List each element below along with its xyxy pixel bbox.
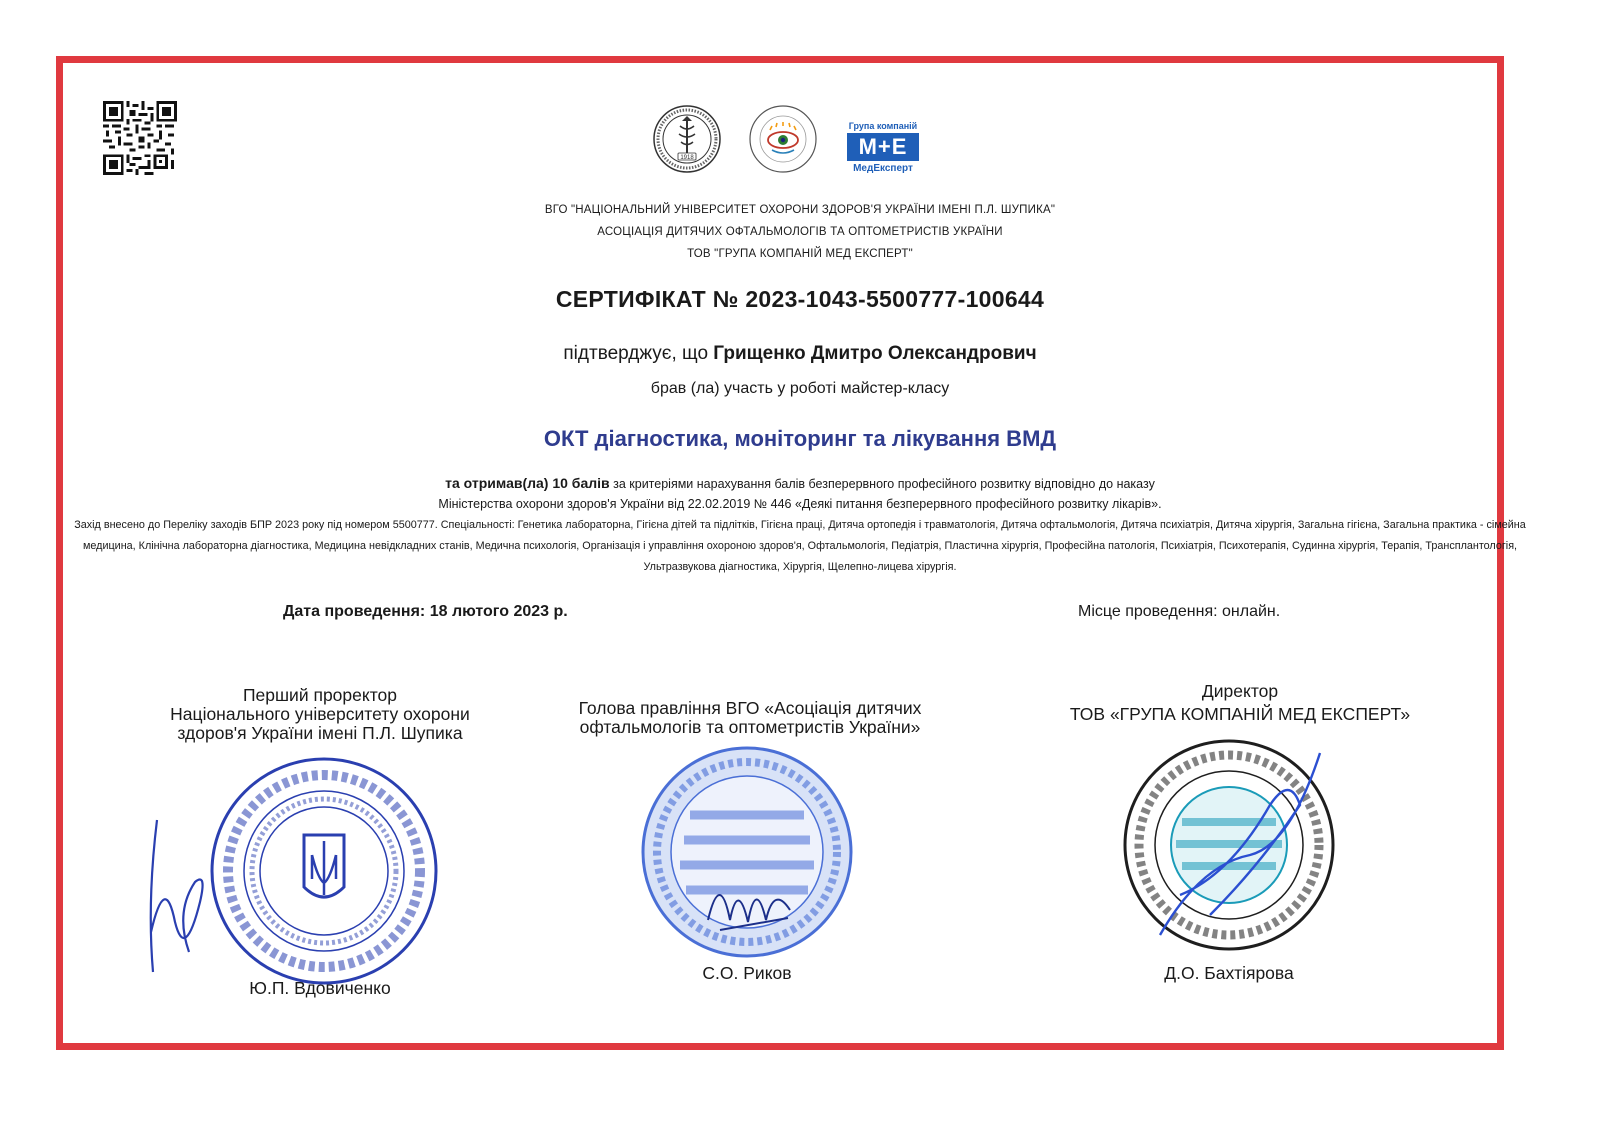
points-earned: та отримав(ла) 10 балів [445,475,610,491]
confirmation-line [0,343,1600,365]
university-logo-icon [652,104,722,174]
signatory-name-2: С.О. Риков [702,963,792,983]
event-place: Місце проведення: онлайн. [1078,603,1281,620]
svg-text:1918: 1918 [680,155,694,161]
signature-3 [1140,745,1340,945]
attended-line: брав (ла) участь у роботі майстер-класу [650,380,950,397]
signatory-title-1: Перший проректор Національного університету охорони здоров'я України імені П.Л. Шупика [170,685,470,743]
university-seal-icon [208,755,440,987]
organization-line: ТОВ "ГРУПА КОМПАНІЙ МЕД ЕКСПЕРТ" [687,248,913,260]
points-order: Міністерства охорони здоров'я України від 22.02.2019 № 446 «Деякі питання безперервного професійного розвитку лікарів». [438,497,1162,511]
medexpert-mark: М+Е [847,133,919,161]
medexpert-logo-icon [842,121,924,179]
signature-1 [145,812,215,982]
organization-list [0,199,1600,265]
association-logo-icon [748,104,818,174]
signatory-title-3: Директор ТОВ «ГРУПА КОМПАНІЙ МЕД ЕКСПЕРТ» [1069,681,1411,724]
qr-code-icon [103,101,177,175]
event-date: Дата проведення: 18 лютого 2023 р. [283,603,568,620]
signatory-title-2: Голова правління ВГО «Асоціація дитячих офтальмологів та оптометристів України» [578,698,922,737]
course-title: ОКТ діагностика, моніторинг та лікування ВМД [543,426,1057,451]
signatory-name-3: Д.О. Бахтіярова [1164,963,1294,983]
medexpert-caption: Група компаній [848,121,918,131]
confirm-prefix: підтверджує, що [563,343,709,364]
medexpert-name: МедЕксперт [853,163,913,174]
organization-line: АСОЦІАЦІЯ ДИТЯЧИХ ОФТАЛЬМОЛОГІВ ТА ОПТОМЕТРИСТІВ УКРАЇНИ [597,226,1003,238]
signatory-name-1: Ю.П. Вдовиченко [249,978,391,998]
points-criteria: за критеріями нарахування балів безперервного професійного розвитку відповідно до наказу [609,477,1155,491]
organization-line: ВГО "НАЦІОНАЛЬНИЙ УНІВЕРСИТЕТ ОХОРОНИ ЗДОРОВ'Я УКРАЇНИ ІМЕНІ П.Л. ШУПИКА" [544,204,1056,216]
signature-2 [700,860,800,940]
points-statement [0,473,1600,514]
participant-name: Грищенко Дмитро Олександрович [713,343,1037,364]
specialties-text: Захід внесено до Переліку заходів БПР 2023 року під номером 5500777. Спеціальності: Генетика лабораторна, Гігієна дітей та підлітків, Гігієна праці, Дитяча ортопедія і травматологія, Дитяча офтальмологія, Дитяча психіатрія, Дитяча хірургія, Загальна гігієна, Загальна практика - сімейна медицина, Клінічна лабораторна діагностика, Медицина невідкладних станів, Медична психологія, Організація і управління охороною здоров'я, Офтальмологія, Педіатрія, Пластична хірургія, Професійна патологія, Психіатрія, Психотерапія, Судинна хірургія, Терапія, Трансплантологія, Ультразвукова діагностика, Хірургія, Щелепно-лицева хірургія. [74,519,1526,573]
certificate-title: СЕРТИФІКАТ № 2023-1043-5500777-100644 [555,286,1045,312]
